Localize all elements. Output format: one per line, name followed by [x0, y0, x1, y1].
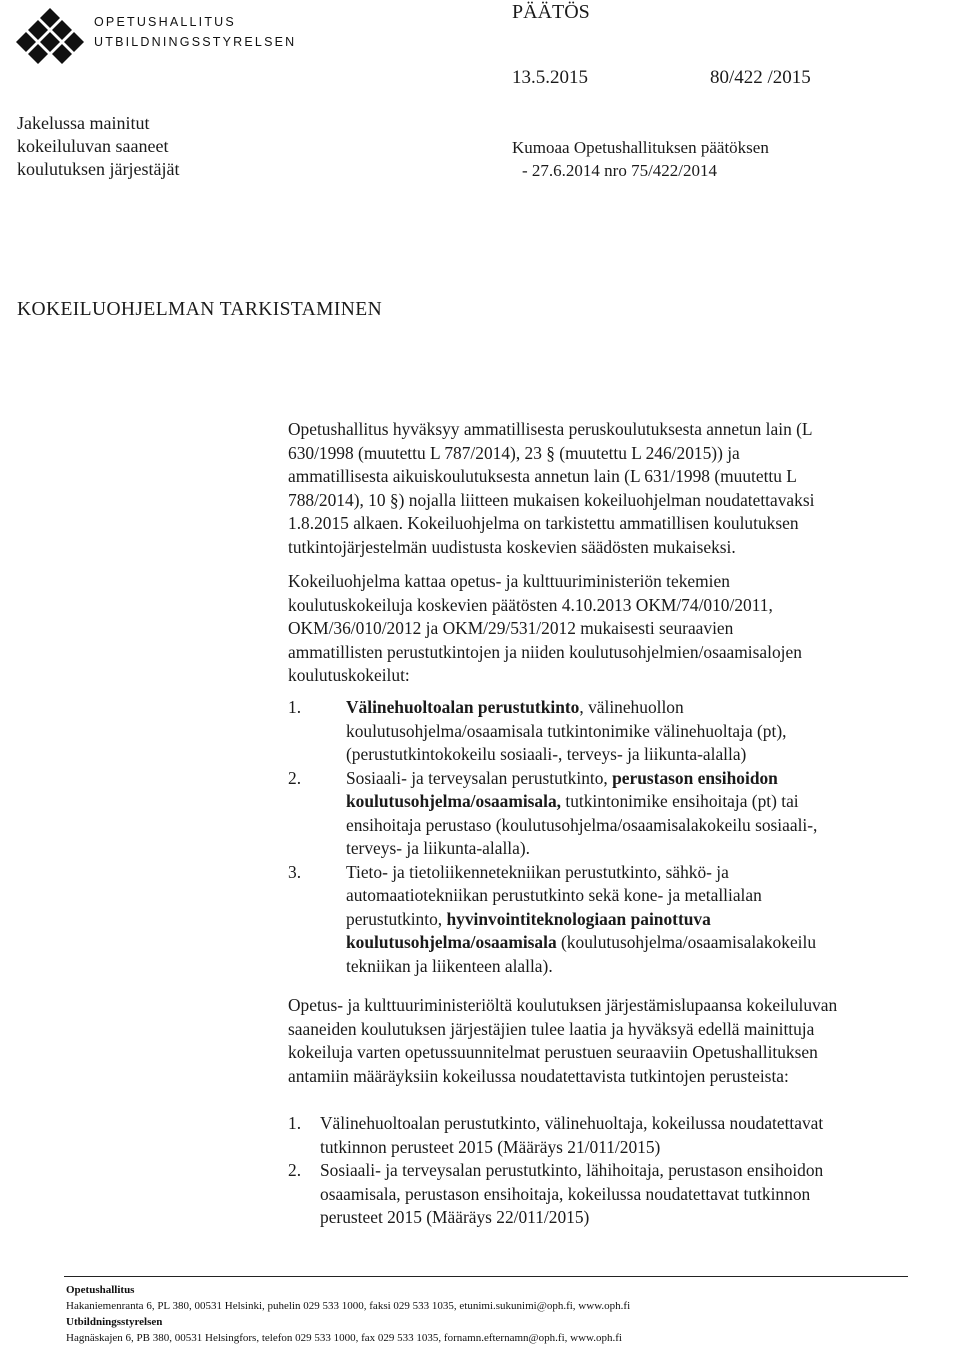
text-line — [346, 931, 908, 955]
subject — [512, 136, 769, 182]
text-line: koulutuskokeilut: — [288, 665, 410, 685]
paragraph — [288, 994, 908, 1088]
list-number: 1. — [288, 1113, 302, 1133]
text-line: Opetushallitus hyväksyy ammatillisesta peruskoulutuksesta annetun lain (L — [288, 419, 813, 439]
text-line: tekniikan ja liikenteen alalla). — [346, 955, 553, 976]
footer-divider — [64, 1276, 908, 1277]
text-line: 1.8.2015 alkaen. Kokeiluohjelma on tarkistettu ammatillisen koulutuksen — [288, 513, 799, 533]
text-line: osaamisala, perustason ensihoitaja, kokeilussa noudatettavat tutkinnon — [320, 1183, 811, 1204]
document-number: 80/422 /2015 — [710, 67, 811, 88]
recipients — [17, 112, 179, 181]
text-line: saaneiden koulutuksen järjestäjien tulee laatia ja hyväksyä edellä mainittuja — [288, 1018, 815, 1039]
bold-text: koulutusohjelma/osaamisala, — [346, 791, 562, 811]
list-item — [288, 861, 908, 979]
text-line: antamiin määräyksiin kokeilussa noudatettavista tutkintojen perusteista: — [288, 1065, 789, 1086]
logo — [12, 6, 90, 70]
text-line: (perustutkintokokeilu sosiaali-, terveys- ja liikunta-alalla) — [346, 744, 747, 764]
footer-address-finnish: Hakaniemenranta 6, PL 380, 00531 Helsinki, puhelin 029 533 1000, faksi 029 533 1035, etunimi.sukunimi@oph.fi, www.oph.fi — [66, 1300, 631, 1312]
footer-org-name: Opetushallitus — [66, 1284, 135, 1296]
text-line: kokeiluja varten opetussuunnitelmat perustuen seuraaviin Opetushallituksen — [288, 1042, 818, 1062]
text-line: tutkintojärjestelmän uudistusta koskevien säädösten mukaiseksi. — [288, 536, 736, 557]
text-line: Opetus- ja kulttuuriministeriöltä koulutuksen järjestämislupaansa kokeiluluvan — [288, 995, 838, 1015]
text-line: perusteet 2015 (Määräys 22/011/2015) — [320, 1207, 590, 1227]
subject-line: Kumoaa Opetushallituksen päätöksen — [512, 138, 769, 157]
document-date: 13.5.2015 — [512, 67, 588, 88]
list-number: 2. — [288, 767, 302, 788]
text-line: 630/1998 (muutettu L 787/2014), 23 § (muutettu L 246/2015)) ja — [288, 442, 740, 463]
text-line: automaatiotekniikan perustutkinto sekä kone- ja metallialan — [346, 885, 762, 905]
org-name-swedish: UTBILDNINGSSTYRELSEN — [94, 35, 297, 49]
list-item — [288, 1159, 908, 1230]
text-line: OKM/36/010/2012 ja OKM/29/531/2012 mukaisesti seuraavien — [288, 618, 734, 638]
text-line: Välinehuoltoalan perustutkinto, välinehuoltaja, kokeilussa noudatettavat — [320, 1113, 824, 1133]
text-line: terveys- ja liikunta-alalla). — [346, 838, 530, 858]
text-line: ammatillisesta aikuiskoulutuksesta annetun lain (L 631/1998 (muutettu L — [288, 466, 797, 486]
list-item — [288, 696, 908, 767]
bold-text: perustason ensihoidon — [612, 767, 778, 788]
text-line: ammatillisten perustutkintojen ja niiden koulutusohjelmien/osaamisalojen — [288, 641, 802, 662]
text-span: , välinehuollon — [579, 697, 684, 717]
bold-text: hyvinvointiteknologiaan painottuva — [446, 908, 711, 929]
text-span: (koulutusohjelma/osaamisalakokeilu — [556, 932, 817, 952]
bold-text: koulutusohjelma/osaamisala — [346, 932, 557, 952]
list-item — [288, 767, 908, 861]
diamond-logo-icon — [12, 6, 90, 70]
footer-org-swedish — [66, 1314, 926, 1330]
text-line: Tieto- ja tietoliikennetekniikan perustutkinto, sähkö- ja — [346, 861, 729, 882]
document-type: PÄÄTÖS — [512, 1, 590, 23]
paragraph — [288, 570, 908, 688]
text-line: koulutuskokeiluja koskevien päätösten 4.10.2013 OKM/74/010/2011, — [288, 594, 773, 615]
org-name-finnish: OPETUSHALLITUS — [94, 15, 236, 29]
numbered-list — [288, 696, 908, 978]
organization-name — [94, 12, 296, 52]
text-span: Sosiaali- ja terveysalan perustutkinto, — [346, 767, 613, 788]
paragraph — [288, 418, 908, 559]
text-span: tutkintonimike ensihoitaja (pt) tai — [561, 791, 799, 811]
subject-line: - 27.6.2014 nro 75/422/2014 — [522, 161, 718, 180]
text-line — [346, 767, 908, 791]
text-line: koulutusohjelma/osaamisala tutkintonimike välinehuoltaja (pt), — [346, 720, 787, 741]
text-line — [346, 696, 908, 720]
text-line: Sosiaali- ja terveysalan perustutkinto, lähihoitaja, perustason ensihoidon — [320, 1160, 824, 1180]
text-span: perustutkinto, — [346, 908, 447, 929]
list-number: 2. — [288, 1160, 302, 1180]
document-heading: KOKEILUOHJELMAN TARKISTAMINEN — [17, 299, 383, 320]
recipient-line: Jakelussa mainitut — [17, 113, 150, 133]
recipient-line: koulutuksen järjestäjät — [17, 159, 180, 179]
text-line: ensihoitaja perustaso (koulutusohjelma/osaamisalakokeilu sosiaali-, — [346, 814, 818, 835]
footer-org-finnish — [66, 1282, 926, 1298]
list-number: 1. — [288, 697, 302, 717]
numbered-list — [288, 1112, 908, 1230]
text-line — [346, 790, 908, 814]
text-line: tutkinnon perusteet 2015 (Määräys 21/011/2015) — [320, 1136, 661, 1157]
recipient-line: kokeiluluvan saaneet — [17, 136, 169, 156]
bold-text: Välinehuoltoalan perustutkinto — [346, 697, 580, 717]
text-line: Kokeiluohjelma kattaa opetus- ja kulttuuriministeriön tekemien — [288, 571, 730, 591]
list-item — [288, 1112, 908, 1159]
list-number: 3. — [288, 861, 302, 882]
footer-org-name: Utbildningsstyrelsen — [66, 1316, 163, 1328]
footer-address-swedish: Hagnäskajen 6, PB 380, 00531 Helsingfors, telefon 029 533 1000, fax 029 533 1035, fornamn.efternamn@oph.fi, www.oph.fi — [66, 1332, 622, 1344]
text-line: 788/2014), 10 §) nojalla liitteen mukaisen kokeiluohjelman noudatettavaksi — [288, 489, 815, 510]
text-line — [346, 908, 908, 932]
footer — [66, 1282, 926, 1346]
